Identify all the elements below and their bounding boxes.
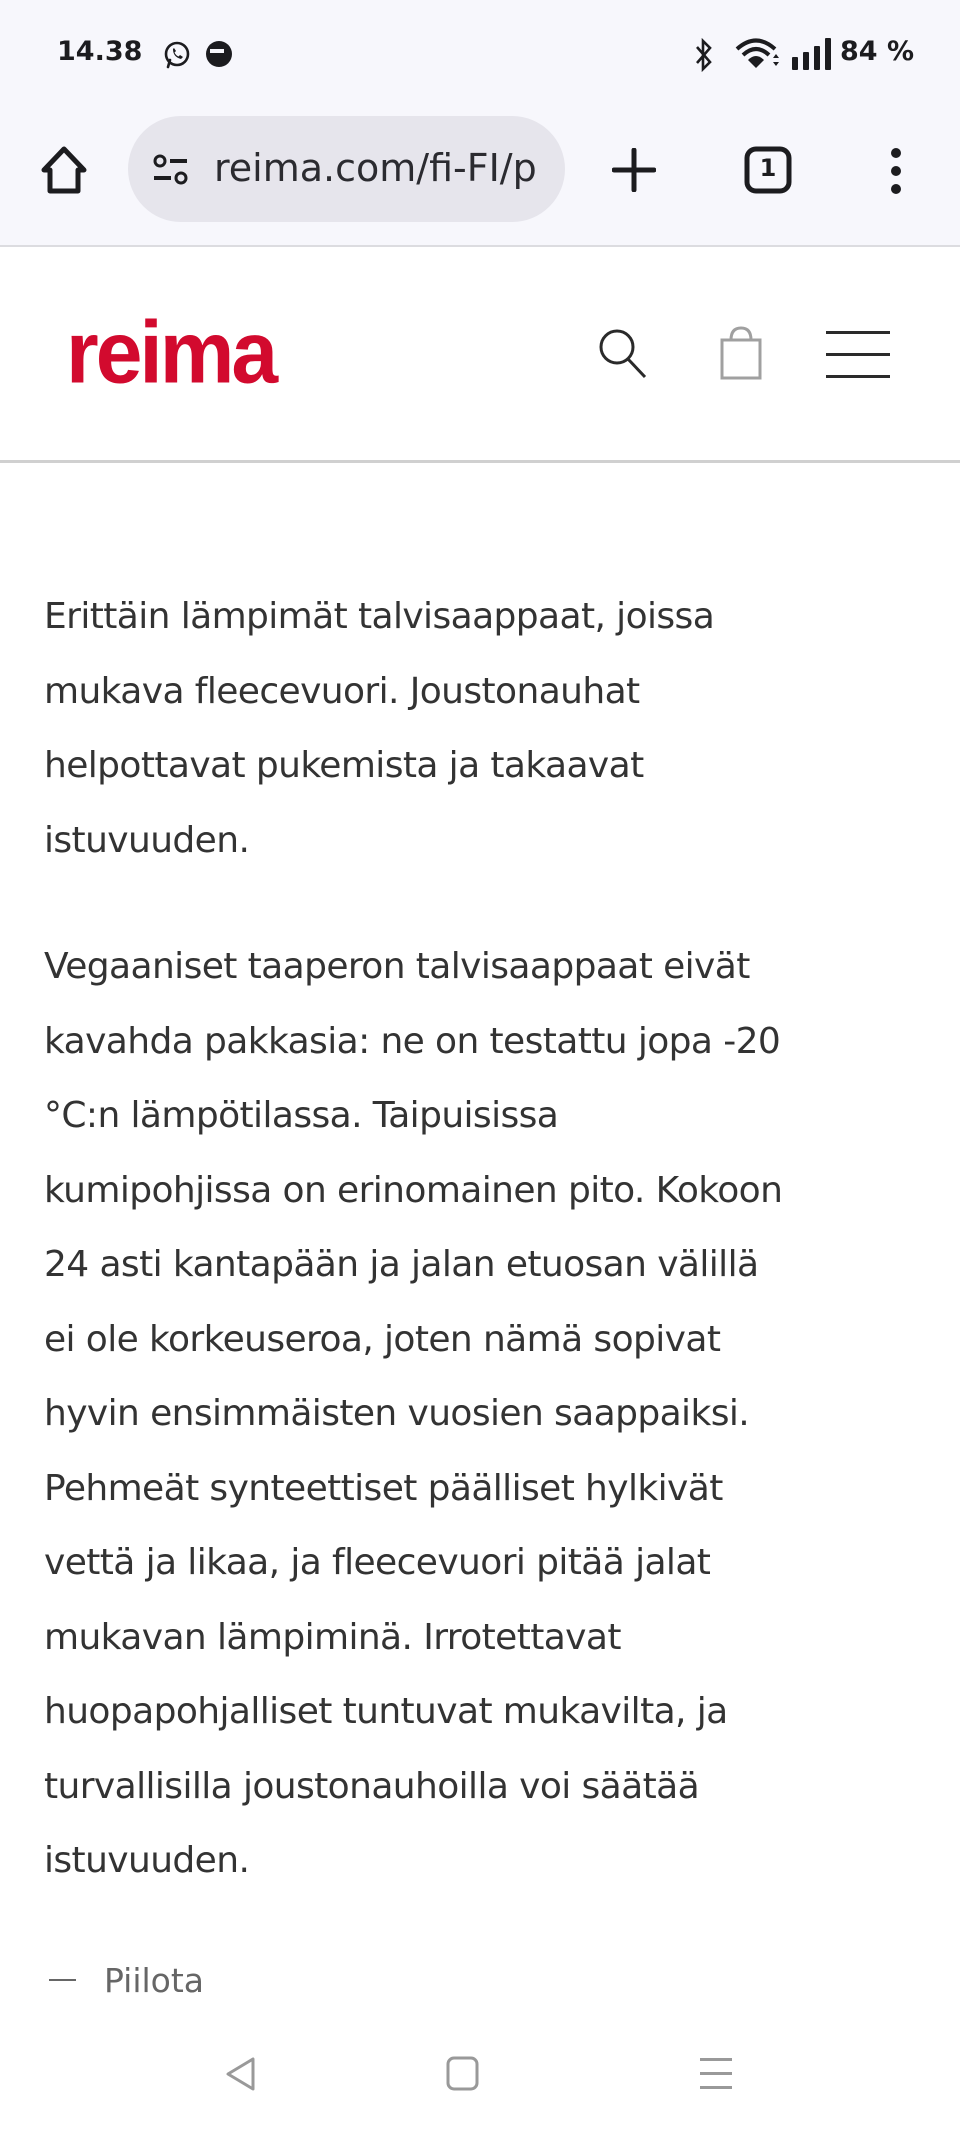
hide-label: Piilota: [104, 1960, 205, 2000]
text-line: turvallisilla joustonauhoilla voi säätää: [44, 1765, 700, 1807]
text-line: hyvin ensimmäisten vuosien saappaiksi.: [44, 1393, 750, 1434]
signal-icon: [791, 37, 833, 76]
text-line: °C:n lämpötilassa. Taipuisissa: [44, 1095, 559, 1136]
whatsapp-icon: [162, 40, 192, 75]
description-paragraph-2: [44, 930, 924, 1899]
text-line: 24 asti kantapään ja jalan etuosan välillä: [44, 1244, 759, 1285]
do-not-disturb-icon: [205, 40, 233, 73]
search-icon[interactable]: [598, 328, 650, 385]
text-line: helpottavat pukemista ja takaavat: [44, 745, 644, 786]
shopping-bag-icon[interactable]: [719, 326, 763, 385]
text-line: istuvuuden.: [44, 1840, 250, 1881]
text-line: Vegaaniset taaperon talvisaappaat eivät: [44, 946, 750, 987]
system-nav-bar: [0, 2030, 960, 2133]
battery-level: 84 %: [840, 36, 915, 67]
url-text[interactable]: reima.com/fi-FI/p: [214, 146, 537, 190]
text-line: kumipohjissa on erinomainen pito. Kokoon: [44, 1169, 783, 1211]
product-description: [44, 580, 924, 1951]
hide-description-toggle[interactable]: [44, 1955, 204, 2005]
browser-menu-icon[interactable]: [884, 148, 908, 199]
recents-icon[interactable]: [699, 2056, 733, 2097]
reima-logo[interactable]: reima: [66, 302, 276, 402]
text-line: istuvuuden.: [44, 819, 250, 861]
text-line: mukavan lämpiminä. Irrotettavat: [44, 1616, 621, 1658]
browser-chrome: [0, 0, 960, 247]
new-tab-icon[interactable]: [612, 148, 656, 197]
site-settings-icon[interactable]: [152, 153, 190, 192]
minus-icon: [49, 1979, 76, 1981]
text-line: kavahda pakkasia: ne on testattu jopa -20: [44, 1020, 781, 1062]
text-line: Pehmeät synteettiset päälliset hylkivät: [44, 1467, 723, 1509]
browser-home-button[interactable]: [38, 144, 90, 201]
text-line: mukava fleecevuori. Joustonauhat: [44, 670, 640, 712]
description-paragraph-1: [44, 580, 924, 878]
tab-switcher-button[interactable]: [744, 146, 792, 194]
text-line: vettä ja likaa, ja fleecevuori pitää jalat: [44, 1542, 711, 1583]
home-icon[interactable]: [446, 2056, 480, 2097]
text-line: ei ole korkeuseroa, joten nämä sopivat: [44, 1318, 721, 1360]
text-line: huopapohjalliset tuntuvat mukavilta, ja: [44, 1691, 728, 1732]
hamburger-menu-icon[interactable]: [826, 330, 892, 385]
tab-count: 1: [759, 154, 777, 182]
wifi-icon: [735, 36, 781, 77]
status-time: 14.38: [57, 36, 143, 67]
bluetooth-icon: [694, 38, 714, 77]
back-icon[interactable]: [224, 2056, 258, 2097]
text-line: Erittäin lämpimät talvisaappaat, joissa: [44, 596, 715, 637]
